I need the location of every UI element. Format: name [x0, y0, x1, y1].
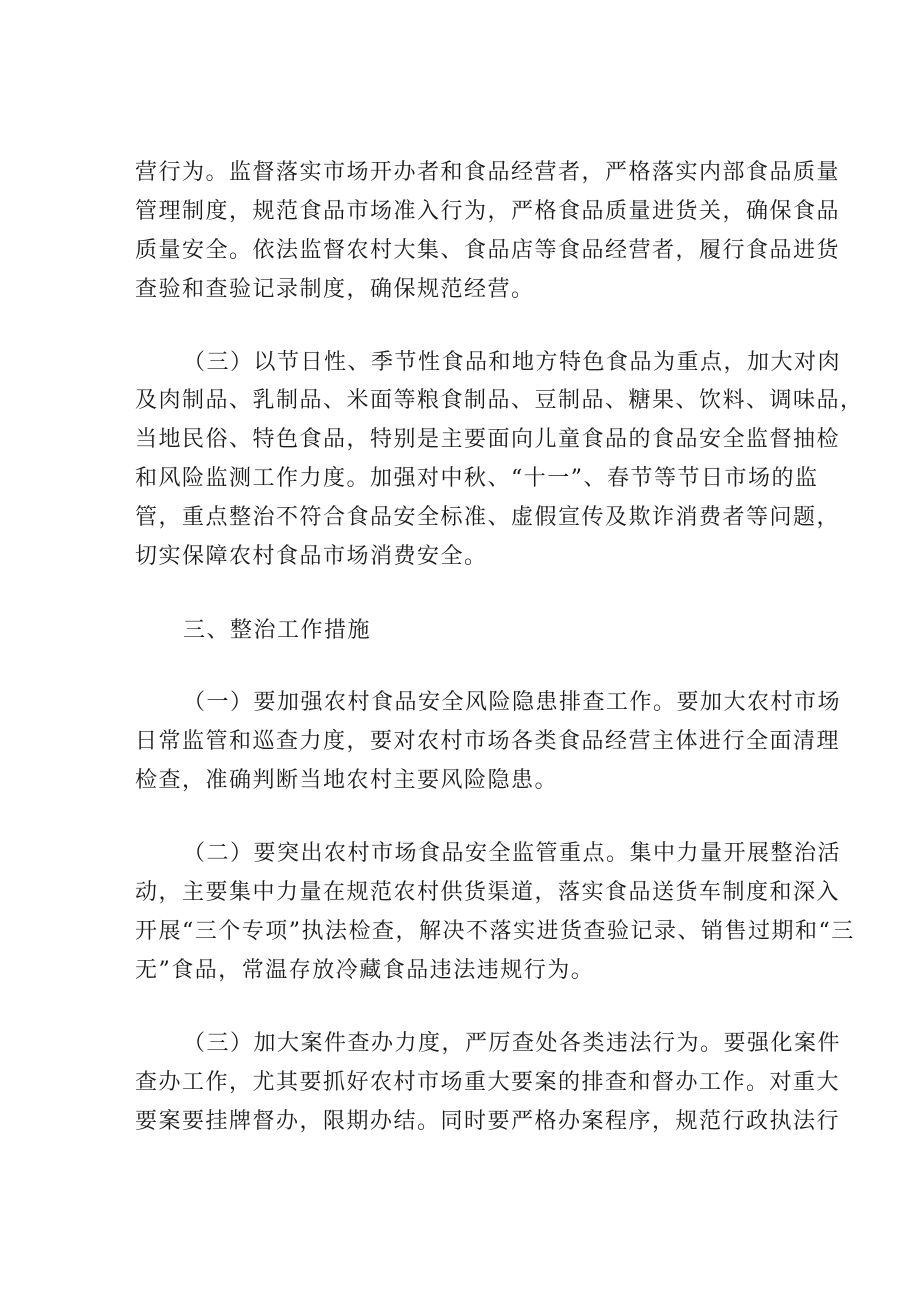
line-text: 要案要挂牌督办，限期办结。同时要严格办案程序，规范行政执法行	[135, 1109, 841, 1134]
line-text: 营行为。监督落实市场开办者和食品经营者，严格落实内部食品质量	[135, 160, 841, 185]
paragraph-line	[0, 459, 920, 499]
paragraph-line	[0, 1024, 920, 1064]
paragraph-line	[0, 912, 920, 952]
line-text: 无”食品，常温存放冷藏食品违法违规行为。	[135, 958, 595, 983]
line-text: （三）加大案件查办力度，严厉查处各类违法行为。要强化案件	[183, 1031, 842, 1056]
section-heading	[0, 611, 920, 651]
paragraph-line	[0, 192, 920, 232]
line-text: 开展“三个专项”执法检查，解决不落实进货查验记录、销售过期和“三	[135, 919, 855, 944]
line-text: 查验和查验记录制度，确保规范经营。	[135, 277, 535, 302]
paragraph-line	[0, 1102, 920, 1142]
line-text: 查办工作，尤其要抓好农村市场重大要案的排查和督办工作。对重大	[135, 1070, 841, 1095]
paragraph-line	[0, 381, 920, 421]
paragraph-line	[0, 873, 920, 913]
line-text: （二）要突出农村市场食品安全监管重点。集中力量开展整治活	[183, 841, 842, 866]
paragraph-line	[0, 498, 920, 538]
line-text: 检查，准确判断当地农村主要风险隐患。	[135, 768, 559, 793]
line-text: 日常监管和巡查力度，要对农村市场各类食品经营主体进行全面清理	[135, 729, 841, 754]
line-text: 当地民俗、特色食品，特别是主要面向儿童食品的食品安全监督抽检	[135, 427, 841, 452]
line-text: （三）以节日性、季节性食品和地方特色食品为重点，加大对肉	[183, 350, 842, 375]
line-text: 管，重点整治不符合食品安全标准、虚假宣传及欺诈消费者等问题，	[135, 505, 841, 530]
paragraph-line	[0, 683, 920, 723]
line-text: 质量安全。依法监督农村大集、食品店等食品经营者，履行食品进货	[135, 238, 841, 263]
line-text: 切实保障农村食品市场消费安全。	[135, 544, 488, 569]
paragraph-line	[0, 343, 920, 383]
heading-text: 三、整治工作措施	[183, 618, 372, 643]
paragraph-line	[0, 951, 920, 991]
line-text: 及肉制品、乳制品、米面等粮食制品、豆制品、糖果、饮料、调味品，	[135, 388, 864, 413]
paragraph-line	[0, 834, 920, 874]
line-text: 和风险监测工作力度。加强对中秋、“十一”、春节等节日市场的监	[135, 466, 819, 491]
line-text: 动，主要集中力量在规范农村供货渠道，落实食品送货车制度和深入	[135, 880, 841, 905]
line-text: 管理制度，规范食品市场准入行为，严格食品质量进货关，确保食品	[135, 199, 841, 224]
paragraph-line	[0, 1063, 920, 1103]
paragraph-line	[0, 231, 920, 271]
paragraph-line	[0, 537, 920, 577]
paragraph-line	[0, 722, 920, 762]
paragraph-line	[0, 420, 920, 460]
line-text: （一）要加强农村食品安全风险隐患排查工作。要加大农村市场	[183, 690, 842, 715]
paragraph-line	[0, 761, 920, 801]
paragraph-line	[0, 270, 920, 310]
paragraph-line	[0, 153, 920, 193]
